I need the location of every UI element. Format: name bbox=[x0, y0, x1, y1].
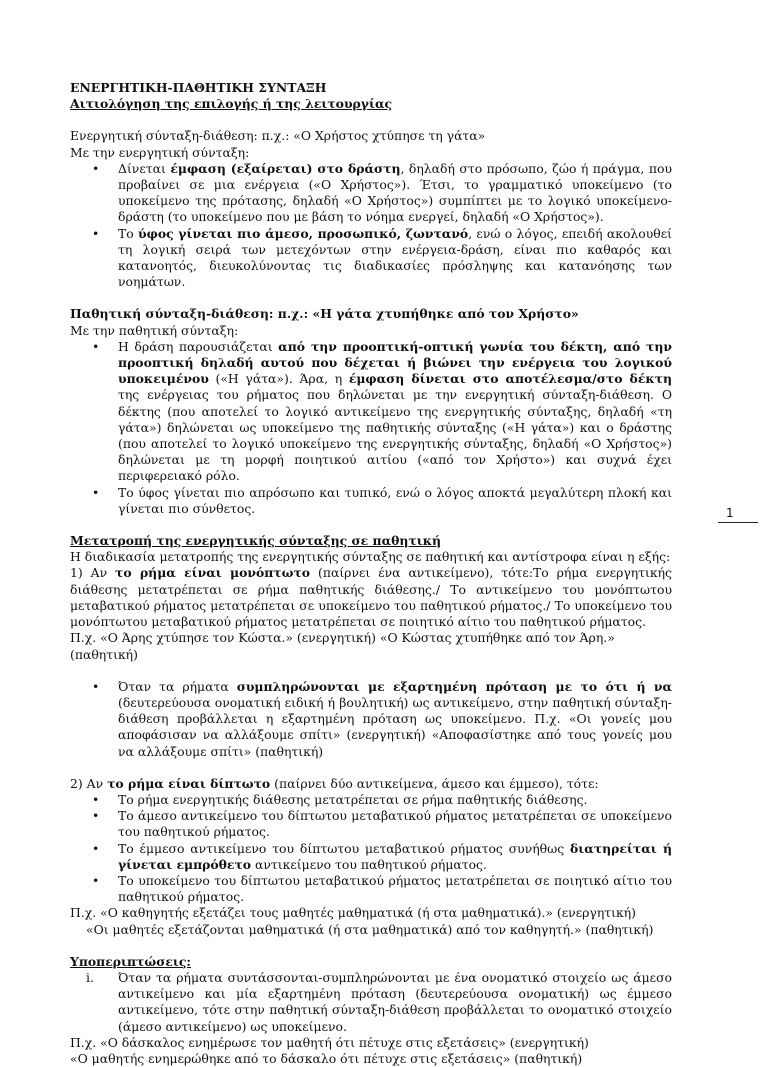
diptoto-example-passive: «Οι μαθητές εξετάζονται μαθηματικά (ή στα μαθηματικά) από τον καθηγητή.» (παθητική) bbox=[86, 921, 654, 937]
text-run: Το υποκείμενο του δίπτωτου μεταβατικού ρήματος μετατρέπεται σε ποιητικό αίτιο του παθητικού ρήματος. bbox=[118, 872, 672, 905]
text-run: Το bbox=[118, 225, 139, 241]
text-run: Το ύφος γίνεται πιο απρόσωπο και τυπικό, ενώ ο λόγος αποκτά μεγαλύτερη πλοκή και γίνεται πιο σύνθετος. bbox=[118, 484, 672, 516]
text-run: Όταν τα ρήματα συντάσσονται-συμπληρώνονται με ένα ονοματικό στοιχείο ως άμεσο αντικείμενο και μία εξαρτημένη πρόταση (δευτερεύουσα ονοματική) ως έμμεσο αντικείμενο, τότε στην παθητική σύνταξη-διάθεση προβάλλεται το ονοματικό στοιχείο (άμεσο αντικείμενο) ως υποκείμενο. bbox=[118, 969, 672, 1034]
list-item bbox=[118, 339, 672, 485]
text-run: 2) Αν bbox=[70, 775, 108, 791]
text-run: 1) Αν bbox=[70, 565, 116, 581]
list-item bbox=[118, 808, 672, 840]
diptoto-example-active: Π.χ. «Ο καθηγητής εξετάζει τους μαθητές μαθηματικά (ή στα μαθηματικά).» (ενεργητική) bbox=[70, 905, 636, 921]
page-number-rule bbox=[718, 522, 758, 523]
list-item bbox=[118, 226, 672, 291]
conversion-heading: Μετατροπή της ενεργητικής σύνταξης σε παθητική bbox=[70, 533, 442, 549]
case-diptoto bbox=[70, 776, 672, 792]
text-run: (δευτερεύουσα ονοματική ειδική ή βουλητική) ως αντικείμενο, στην παθητική σύνταξη-διάθεση προβάλλεται η εξαρτημένη πρόταση ως υποκείμενο. Π.χ. «Οι γονείς μου αποφάσισαν να αλλάξουμε σπίτι» (ενεργητική) «Αποφασίστηκε από τους γονείς μου να αλλάξουμε σπίτι» (παθητική) bbox=[118, 694, 672, 759]
text-run: («Η γάτα»). Άρα, η bbox=[208, 371, 349, 387]
text-run: αντικείμενο του παθητικού ρήματος. bbox=[251, 856, 487, 872]
emphasis-text: το ρήμα είναι μονόπτωτο bbox=[115, 565, 311, 581]
list-item bbox=[86, 969, 672, 1035]
passive-bullet-list bbox=[70, 339, 672, 517]
case-monoptoto-example: Π.χ. «Ο Άρης χτύπησε τον Κώστα.» (ενεργητική) «Ο Κώστας χτυπήθηκε από τον Άρη.» (παθητική) bbox=[70, 630, 615, 662]
doc-subtitle: Αιτιολόγηση της επιλογής ή της λειτουργίας bbox=[70, 96, 393, 112]
clause-bullet-list bbox=[70, 679, 672, 760]
subcases-list bbox=[70, 970, 672, 1035]
list-item bbox=[118, 161, 672, 226]
list-item bbox=[118, 873, 672, 905]
text-run: (παίρνει δύο αντικείμενα, άμεσο και έμμεσο), τότε: bbox=[270, 775, 599, 791]
emphasis-text: το ρήμα είναι δίπτωτο bbox=[107, 775, 271, 791]
active-definition: Ενεργητική σύνταξη-διάθεση: π.χ.: «Ο Χρήστος χτύπησε τη γάτα» bbox=[70, 128, 486, 144]
subcase-example-active: Π.χ. «Ο δάσκαλος ενημέρωσε τον μαθητή ότι πέτυχε στις εξετάσεις» (ενεργητική) bbox=[70, 1034, 589, 1050]
text-run: της ενέργειας του ρήματος που δηλώνεται με την ενεργητική σύνταξη-διάθεση. Ο δέκτης (που αποτελεί το λογικό αντικείμενο της ενεργητικής σύνταξης, δηλαδή «τη γάτα») δηλώνεται ως υποκείμενο της παθητικής σύνταξης («Η γάτα») και ο δράστης (που αποτελεί το λογικό υποκείμενο της ενεργητικής σύνταξης, δηλαδή «Ο Χρήστος») δηλώνεται με τη μορφή ποιητικού αιτίου («από τον Χρήστο») και συχνά έχει περιφερειακό ρόλο. bbox=[118, 387, 672, 484]
text-run: Δίνεται bbox=[118, 160, 171, 176]
list-item bbox=[118, 485, 672, 517]
case-monoptoto bbox=[70, 565, 672, 630]
active-bullet-list bbox=[70, 161, 672, 291]
subcase-example-passive: «Ο μαθητής ενημερώθηκε από το δάσκαλο ότι πέτυχε στις εξετάσεις» (παθητική) bbox=[70, 1050, 583, 1066]
diptoto-bullet-list bbox=[70, 792, 672, 905]
text-run: Όταν τα ρήματα bbox=[118, 678, 237, 694]
emphasis-text: έμφαση δίνεται στο αποτέλεσμα/στο δέκτη bbox=[348, 371, 672, 387]
spacer bbox=[70, 760, 672, 776]
spacer bbox=[70, 112, 672, 128]
active-intro: Με την ενεργητική σύνταξη: bbox=[70, 144, 250, 160]
emphasis-text: έμφαση (εξαίρεται) στο δράστη bbox=[170, 160, 401, 176]
emphasis-text: ύφος γίνεται πιο άμεσο, προσωπικό, ζωντανό bbox=[138, 225, 469, 241]
list-item bbox=[118, 792, 672, 808]
text-run: Το έμμεσο αντικείμενο του δίπτωτου μεταβατικού ρήματος συνήθως bbox=[118, 840, 570, 856]
spacer bbox=[70, 663, 672, 679]
doc-title: ΕΝΕΡΓΗΤΙΚΗ-ΠΑΘΗΤΙΚΗ ΣΥΝΤΑΞΗ bbox=[70, 80, 327, 95]
emphasis-text: από την προοπτική-οπτική γωνία του δέκτη, από την προοπτική δηλαδή αυτού που δέχεται ή βιώνει την ενέργεια του λογικού υποκειμένου bbox=[118, 338, 672, 387]
passive-definition: Παθητική σύνταξη-διάθεση: π.χ.: «Η γάτα χτυπήθηκε από τον Χρήστο» bbox=[70, 306, 579, 322]
list-item bbox=[118, 841, 672, 873]
conversion-intro: Η διαδικασία μετατροπής της ενεργητικής σύνταξης σε παθητική και αντίστροφα είναι η εξής: bbox=[70, 549, 671, 565]
text-run: , δηλαδή στο πρόσωπο, ζώο ή πράγμα, που προβαίνει σε μια ενέργεια («Ο Χρήστος»). Έτσι, το γραμματικό υποκείμενο (το υποκείμενο της πρότασης, δηλαδή «Ο Χρήστος») συμπίπτει με το λογικό υποκείμενο-δράστη (το υποκείμενο που με βάση το νόημα ενεργεί, δηλαδή «Ο Χρήστος»). bbox=[118, 160, 672, 225]
text-run: Η δράση παρουσιάζεται bbox=[118, 338, 279, 354]
emphasis-text: συμπληρώνονται με εξαρτημένη πρόταση με το ότι ή να bbox=[236, 678, 673, 694]
page-number: 1 bbox=[726, 506, 734, 520]
spacer bbox=[70, 290, 672, 306]
emphasis-text: διατηρείται ή γίνεται εμπρόθετο bbox=[118, 840, 672, 872]
text-run: , ενώ ο λόγος, επειδή ακολουθεί τη λογική σειρά των μετεχόντων στην ενέργεια-δράση, είναι πιο καθαρός και κατανοητός, διευκολύνοντας τις διαδικασίες πρόσληψης και κατανόησης των νοημάτων. bbox=[118, 225, 672, 290]
text-run: Το ρήμα ενεργητικής διάθεσης μετατρέπεται σε ρήμα παθητικής διάθεσης. bbox=[118, 791, 588, 807]
passive-intro: Με την παθητική σύνταξη: bbox=[70, 322, 239, 338]
text-run: Το άμεσο αντικείμενο του δίπτωτου μεταβατικού ρήματος μετατρέπεται σε υποκείμενο του παθητικού ρήματος. bbox=[118, 808, 672, 840]
text-run: (παίρνει ένα αντικείμενο), τότε:Το ρήμα ενεργητικής διάθεσης μετατρέπεται σε ρήμα παθητικής διάθεσης./ Το αντικείμενο του μονόπτωτου μεταβατικού ρήματος μετατρέπεται σε υποκείμενο του παθητικού ρήματος./ Το υποκείμενο του μονόπτωτου μεταβατικού ρήματος μετατρέπεται σε ποιητικό αίτιο του παθητικού ρήματος. bbox=[70, 565, 672, 630]
subcases-heading: Υποπεριπτώσεις: bbox=[70, 953, 192, 969]
spacer bbox=[70, 938, 672, 954]
document-body bbox=[70, 80, 672, 1067]
spacer bbox=[70, 517, 672, 533]
list-item bbox=[118, 679, 672, 760]
list-marker: i. bbox=[86, 969, 94, 985]
